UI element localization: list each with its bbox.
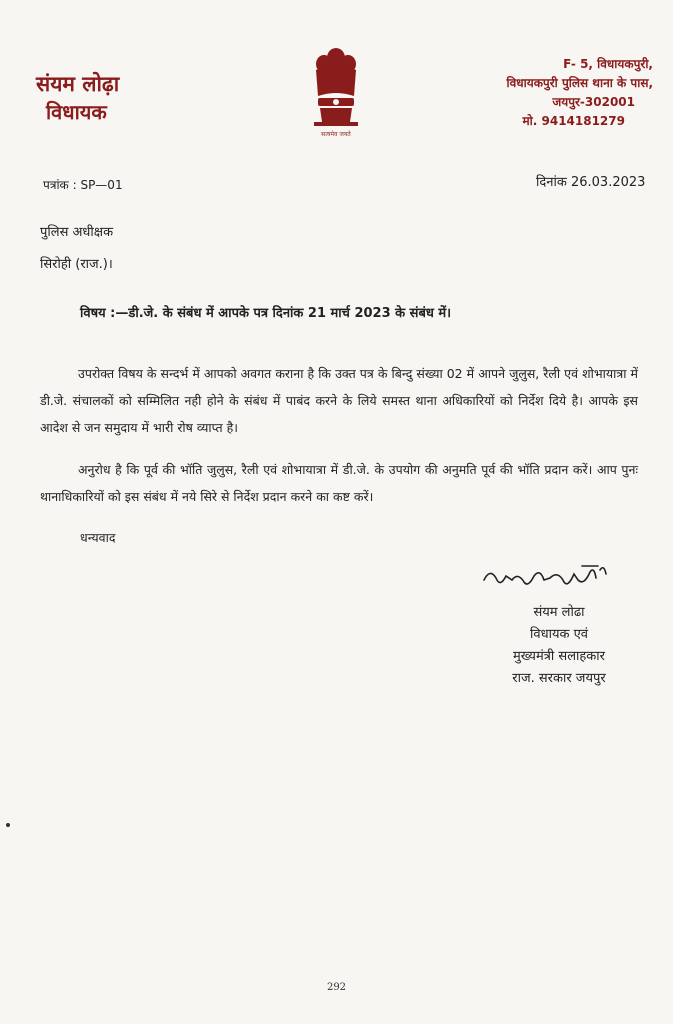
address-line: जयपुर-302001 bbox=[552, 95, 635, 109]
reference-number bbox=[43, 176, 123, 193]
date-label: दिनांक bbox=[536, 175, 567, 190]
letterhead-address bbox=[453, 55, 653, 131]
ink-dot bbox=[6, 823, 10, 827]
letterhead-designation: विधायक bbox=[46, 100, 107, 124]
handwritten-signature-icon bbox=[478, 558, 638, 598]
reference-value: SP—01 bbox=[80, 178, 123, 192]
body-paragraph bbox=[40, 456, 638, 510]
paragraph-text: उपरोक्त विषय के सन्दर्भ में आपको अवगत कराना है कि उक्त पत्र के बिन्दु संख्या 02 में आपने जुलुस, रैली एवं शोभायात्रा में डी.जे. संचालकों को सम्मिलित नही होने के संबंध में पाबंद करने के लिये समस्त थाना अधिकारियों को निर्देश दिये है। आपके इस आदेश से जन समुदाय में भारी रोष व्याप्त है। bbox=[40, 366, 638, 435]
paragraph-text: अनुरोध है कि पूर्व की भॉति जुलुस, रैली एवं शोभायात्रा में डी.जे. के उपयोग की अनुमति पूर्व की भॉति प्रदान करें। आप पुनः थानाधिकारियों को इस संबंध में नये सिरे से निर्देश प्रदान करने का कष्ट करें। bbox=[40, 462, 638, 504]
reference-label: पत्रांक : bbox=[43, 178, 77, 192]
body-paragraph bbox=[40, 360, 638, 441]
emblem-motto: सत्यमेव जयते bbox=[321, 131, 351, 138]
letterhead-left bbox=[36, 70, 119, 126]
address-line: F- 5, विधायकपुरी, bbox=[563, 57, 653, 71]
closing-thanks: धन्यवाद bbox=[80, 530, 116, 545]
letter-date bbox=[536, 172, 645, 190]
address-line: विधायकपुरी पुलिस थाना के पास, bbox=[506, 76, 653, 90]
signatory-title: विधायक एवं bbox=[529, 627, 589, 642]
page-number: 292 bbox=[326, 982, 347, 993]
signatory-title: राज. सरकार जयपुर bbox=[512, 671, 606, 686]
addressee-line: पुलिस अधीक्षक bbox=[40, 225, 114, 240]
subject-line: विषय :—डी.जे. के संबंध में आपके पत्र दिनांक 21 मार्च 2023 के संबंध में। bbox=[80, 306, 452, 321]
addressee bbox=[40, 217, 113, 281]
signatory-block bbox=[484, 602, 634, 690]
signatory-name: संयम लोढा bbox=[533, 605, 585, 620]
date-value: 26.03.2023 bbox=[570, 175, 646, 190]
addressee-line: सिरोही (राज.)। bbox=[40, 257, 113, 272]
letterhead-name: संयम लोढ़ा bbox=[36, 72, 120, 96]
mobile-number: मो. 9414181279 bbox=[522, 114, 625, 128]
signatory-title: मुख्यमंत्री सलाहकार bbox=[513, 649, 605, 664]
